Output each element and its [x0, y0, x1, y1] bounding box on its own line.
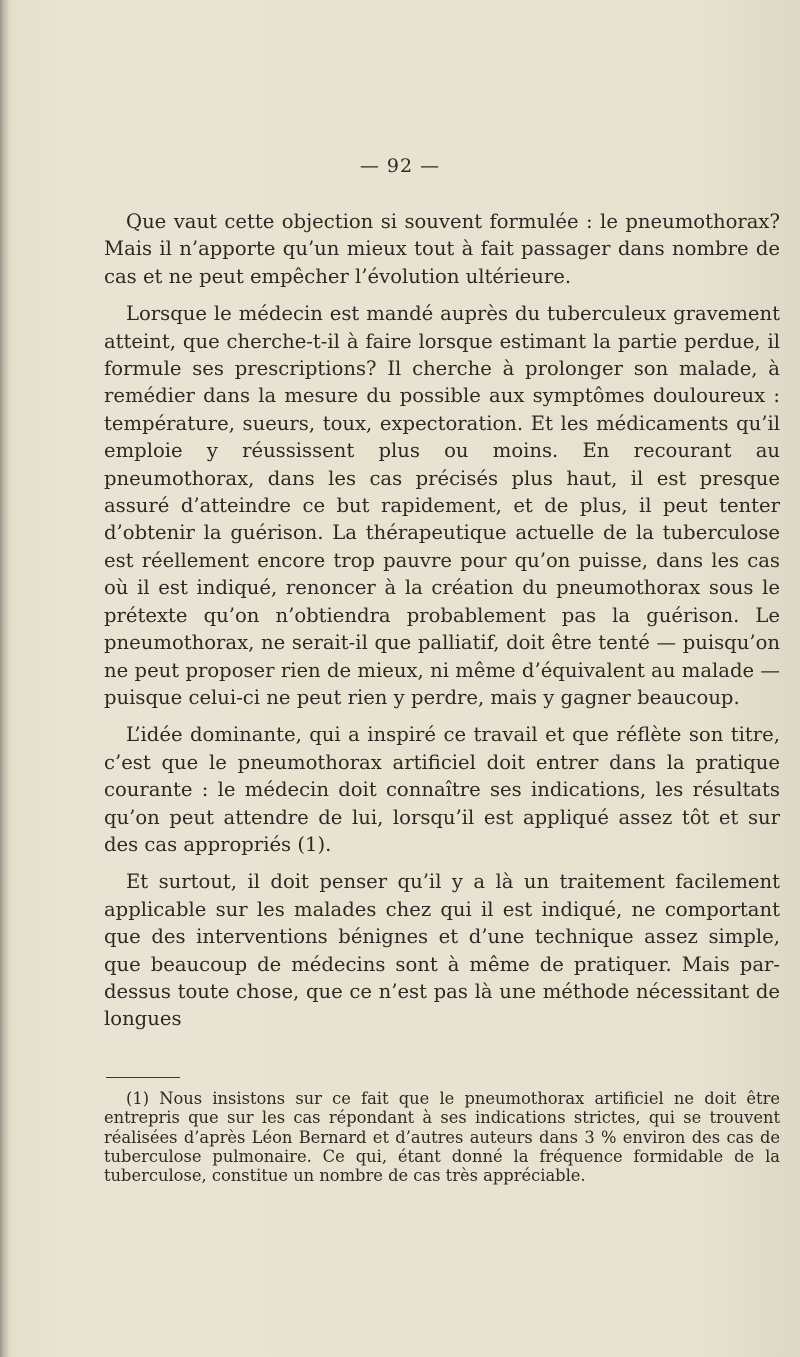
footnote-separator	[106, 1077, 180, 1078]
paragraph-physician: Lorsque le médecin est mandé auprès du tuberculeux gravement atteint, que cherche-t-il à faire lorsque estimant la partie perdue, il formule ses prescriptions? Il cherche à prolonger son malade, à remédier dans la mesure du possible aux symptômes douloureux : température, sueurs, toux, expectoration. Et les médicaments qu’il emploie y réussissent plus ou moins. En recourant au pneumothorax, dans les cas précisés plus haut, il est presque assuré d’atteindre ce but rapidement, et de plus, il peut tenter d’obtenir la guérison. La thérapeutique actuelle de la tuberculose est réellement encore trop pauvre pour qu’on puisse, dans les cas où il est indiqué, renoncer à la création du pneumothorax sous le prétexte qu’on n’obtiendra probablement pas la guérison. Le pneumothorax, ne serait-il que palliatif, doit être tenté — puisqu’on ne peut proposer rien de mieux, ni même d’équivalent au malade — puisque celui-ci ne peut rien y perdre, mais y gagner beaucoup.	[104, 302, 780, 709]
paragraph-dominant-idea: L’idée dominante, qui a inspiré ce travail et que réflète son titre, c’est que le pneumothorax artificiel doit entrer dans la pratique courante : le médecin doit connaître ses indications, les résultats qu’on peut attendre de lui, lorsqu’il est appliqué assez tôt et sur des cas appropriés (1).	[104, 723, 780, 856]
paragraph-above-all: Et surtout, il doit penser qu’il y a là un traitement facilement applicable sur les malades chez qui il est indiqué, ne comportant que des interventions bénignes et d’une technique assez simple, que beaucoup de médecins sont à même de pratiquer. Mais par-dessus toute chose, que ce n’est pas là une méthode nécessitant de longues	[104, 870, 780, 1031]
paragraph-objection: Que vaut cette objection si souvent formulée : le pneumothorax? Mais il n’apporte qu’un mieux tout à fait passager dans nombre de cas et ne peut empêcher l’évolution ultérieure.	[104, 210, 780, 288]
page-gutter-edge	[0, 0, 10, 1357]
footnote	[104, 1089, 780, 1185]
body-text	[104, 208, 780, 1043]
footnote-text: (1) Nous insistons sur ce fait que le pneumothorax artificiel ne doit être entrepris que sur les cas répondant à ses indications strictes, qui se trouvent réalisées d’après Léon Bernard et d’autres auteurs dans 3 % environ des cas de tuberculose pulmonaire. Ce qui, étant donné la fréquence formidable de la tuberculose, constitue un nombre de cas très appréciable.	[104, 1089, 780, 1186]
page-number: — 92 —	[359, 155, 441, 177]
